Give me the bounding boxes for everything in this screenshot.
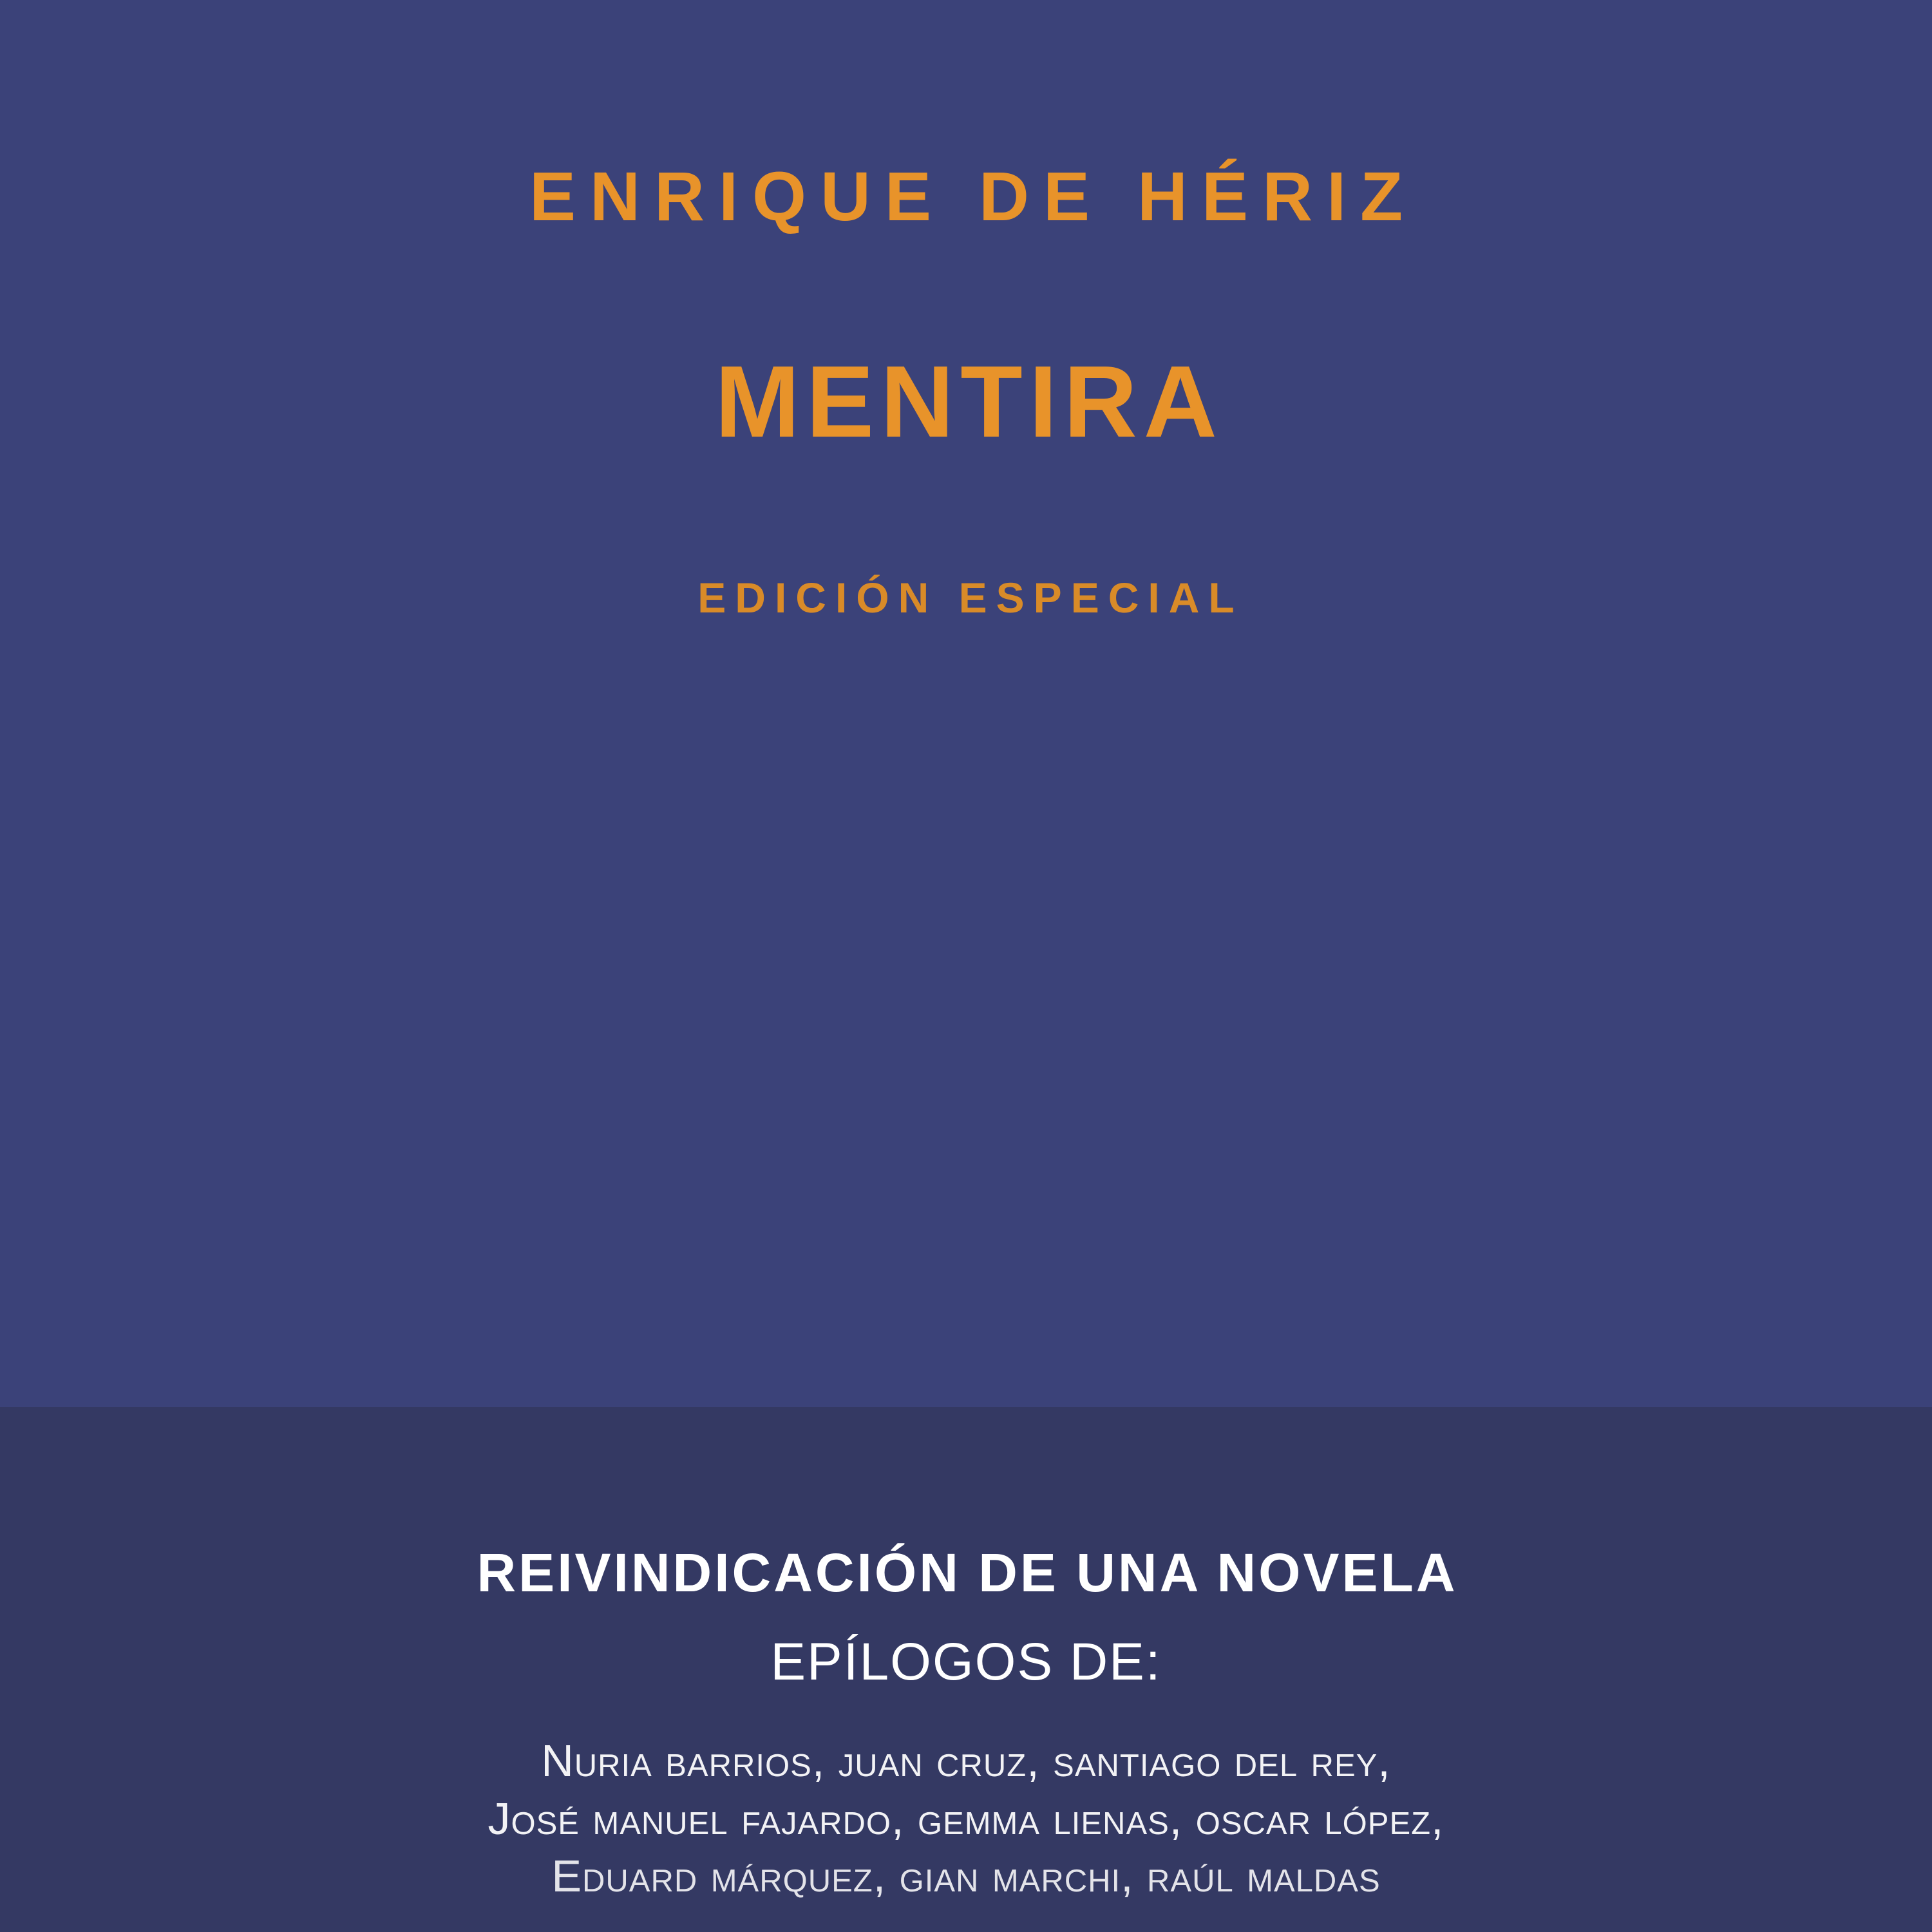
contributors-line: Eduard márquez, gian marchi, raúl maldas	[551, 1851, 1381, 1902]
contributors-list	[0, 1732, 1932, 1906]
author-name: ENRIQUE DE HÉRIZ	[529, 157, 1417, 235]
book-title: MENTIRA	[715, 345, 1224, 459]
edition-label: EDICIÓN ESPECIAL	[697, 574, 1244, 621]
contributors-line: Nuria barrios, juan cruz, santiago del rey,	[541, 1736, 1391, 1786]
epilogues-label: EPÍLOGOS DE:	[770, 1633, 1162, 1691]
contributors-line: José manuel fajardo, gemma lienas, oscar lópez,	[488, 1793, 1444, 1844]
cover-claim: REIVINDICACIÓN DE UNA NOVELA	[477, 1542, 1458, 1603]
